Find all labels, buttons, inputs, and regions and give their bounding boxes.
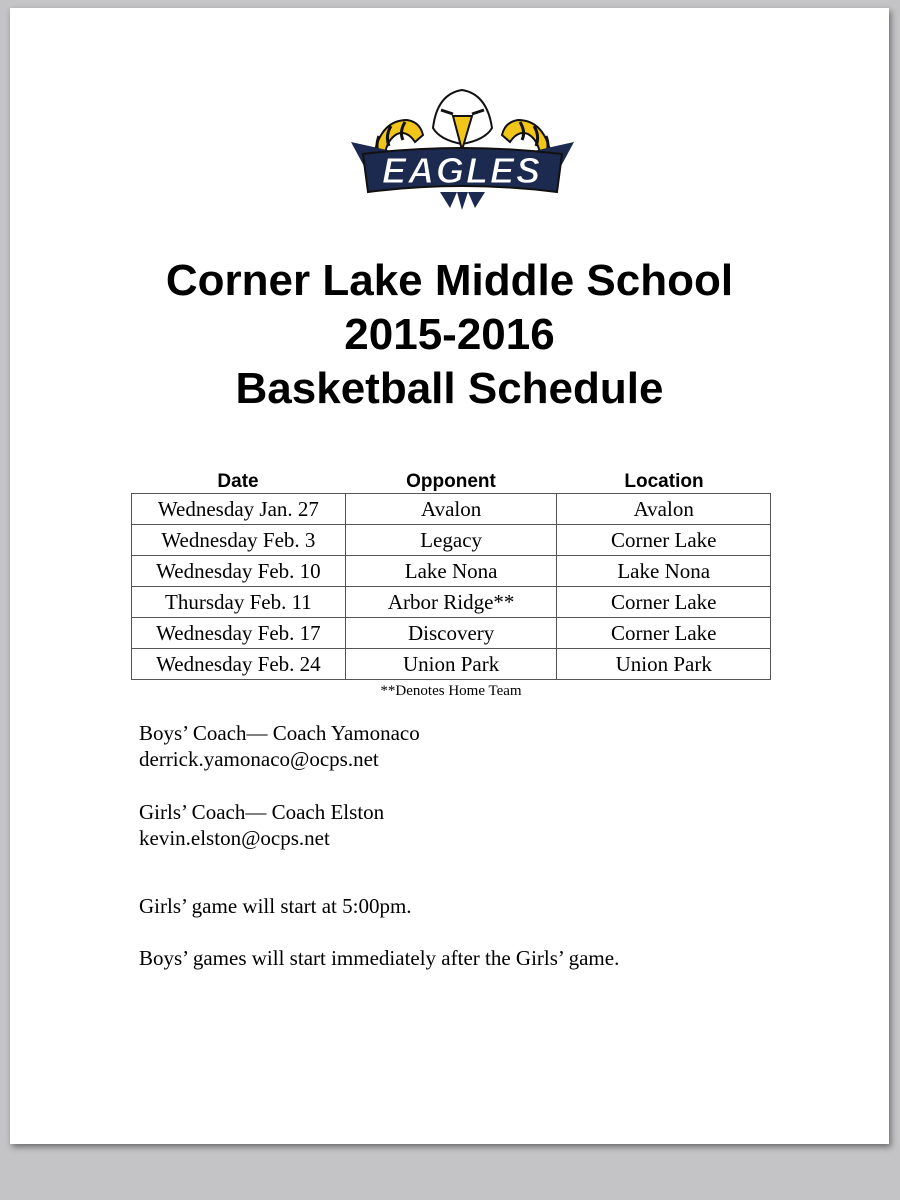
home-team-note: **Denotes Home Team: [380, 683, 522, 699]
table-row: [132, 525, 771, 556]
date-cell: Wednesday Feb. 24: [132, 649, 346, 680]
column-header-location: Location: [624, 471, 704, 492]
season-years: 2015-2016: [344, 310, 555, 359]
logo-wordmark: EAGLES: [381, 150, 543, 191]
table-row: [132, 494, 771, 525]
girls-coach-email[interactable]: kevin.elston@ocps.net: [139, 826, 330, 850]
opponent-cell: Arbor Ridge**: [345, 587, 557, 618]
date-cell: Wednesday Jan. 27: [132, 494, 346, 525]
date-cell: Thursday Feb. 11: [132, 587, 346, 618]
location-cell: Corner Lake: [557, 618, 771, 649]
table-row: [132, 587, 771, 618]
location-cell: Corner Lake: [557, 525, 771, 556]
column-header-opponent: Opponent: [406, 471, 496, 492]
boys-game-start: Boys’ games will start immediately after the Girls’ game.: [139, 946, 620, 970]
schedule-header-row: [131, 471, 771, 493]
location-cell: Corner Lake: [557, 587, 771, 618]
opponent-cell: Lake Nona: [345, 556, 557, 587]
girls-game-start: Girls’ game will start at 5:00pm.: [139, 894, 412, 918]
opponent-cell: Union Park: [345, 649, 557, 680]
opponent-cell: Avalon: [345, 494, 557, 525]
opponent-cell: Discovery: [345, 618, 557, 649]
location-cell: Avalon: [557, 494, 771, 525]
girls-coach-line: Girls’ Coach— Coach Elston: [139, 800, 385, 824]
boys-coach-email[interactable]: derrick.yamonaco@ocps.net: [139, 747, 379, 771]
location-cell: Union Park: [557, 649, 771, 680]
eagles-logo: [345, 80, 580, 210]
opponent-cell: Legacy: [345, 525, 557, 556]
location-cell: Lake Nona: [557, 556, 771, 587]
column-header-date: Date: [217, 471, 259, 492]
table-row: [132, 649, 771, 680]
school-name: Corner Lake Middle School: [165, 256, 734, 305]
eagle-head-icon: [433, 90, 492, 150]
table-row: [132, 556, 771, 587]
table-row: [132, 618, 771, 649]
date-cell: Wednesday Feb. 17: [132, 618, 346, 649]
schedule-table: [131, 493, 771, 680]
document-page: [10, 8, 889, 1144]
date-cell: Wednesday Feb. 3: [132, 525, 346, 556]
schedule-title: Basketball Schedule: [235, 364, 664, 413]
page-title: [10, 254, 889, 416]
boys-coach-line: Boys’ Coach— Coach Yamonaco: [139, 721, 420, 745]
date-cell: Wednesday Feb. 10: [132, 556, 346, 587]
